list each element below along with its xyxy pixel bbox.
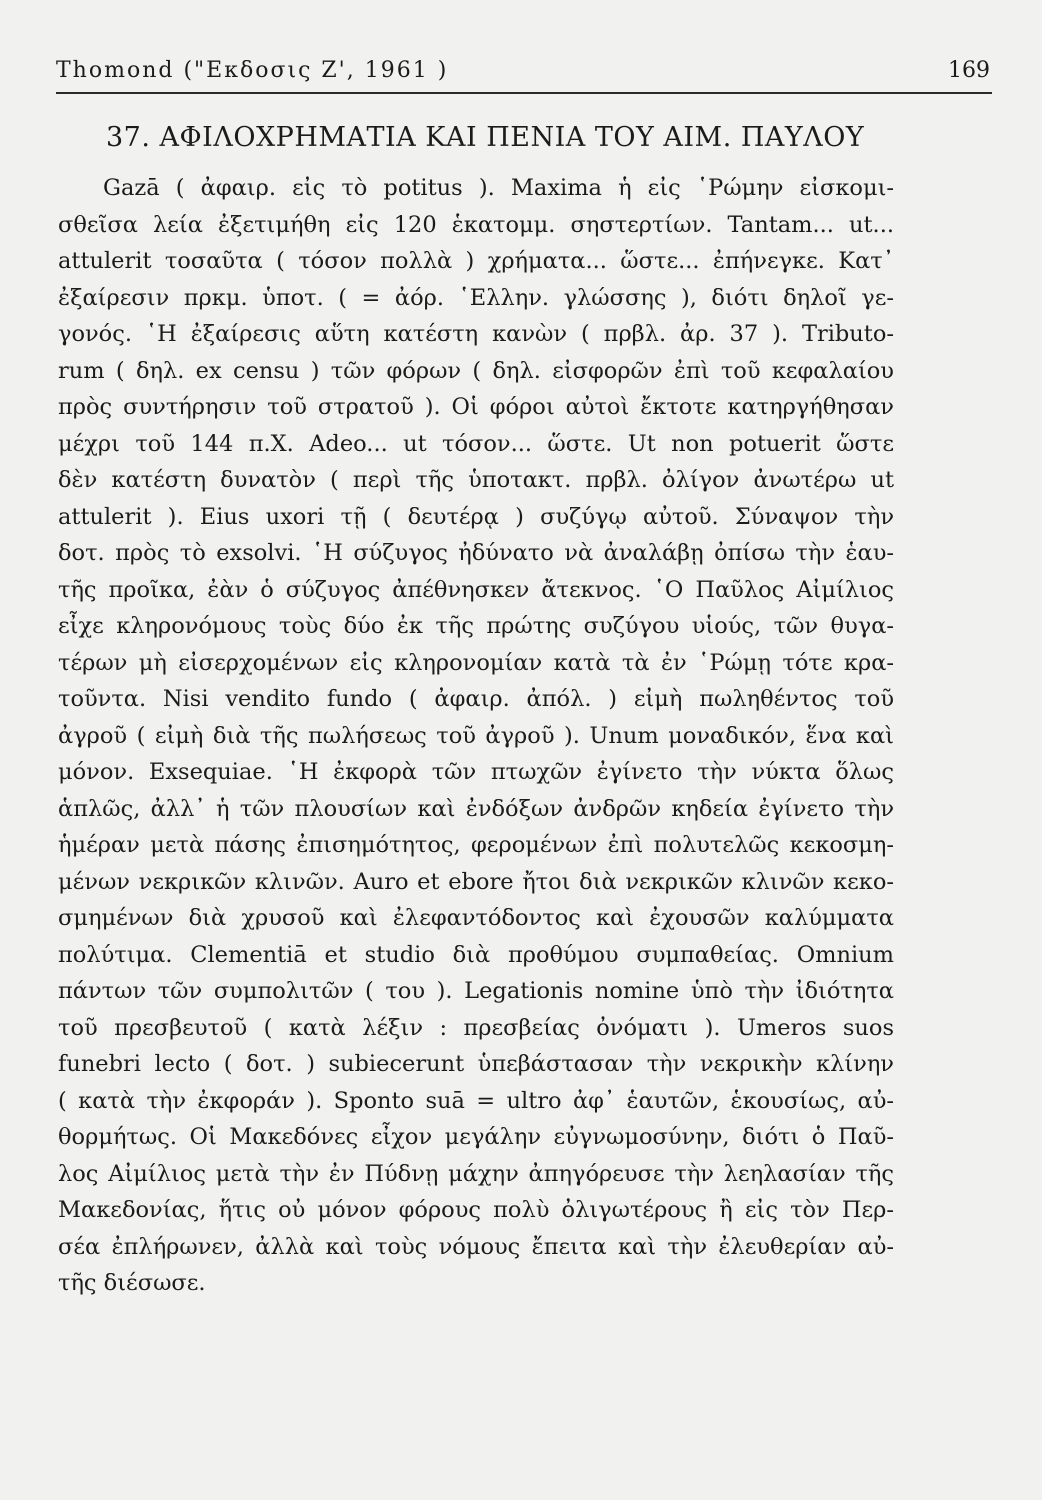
text-line: σέα ἐπλήρωνεν, ἀλλὰ καὶ τοὺς νόμους ἔπειτα καὶ τὴν ἐλευθερίαν αὐ- [58,1233,894,1260]
text-line: attulerit τοσαῦτα ( τόσον πολλὰ ) χρήματα... ὥστε... ἐπήνεγκε. Κατ᾿ [58,248,894,274]
body-text [58,170,894,1302]
text-line: σμημένων διὰ χρυσοῦ καὶ ἐλεφαντόδοντος καὶ ἐχουσῶν καλύμματα [58,905,894,931]
text-line: θορμήτως. Οἱ Μακεδόνες εἶχον μεγάλην εὐγνωμοσύνην, διότι ὁ Παῦ- [58,1124,894,1150]
text-line: μέχρι τοῦ 144 π.Χ. Adeo... ut τόσον... ὥστε. Ut non potuerit ὥστε [58,430,894,457]
text-line: funebri lecto ( δοτ. ) subiecerunt ὑπεβάστασαν τὴν νεκρικὴν κλίνην [58,1051,894,1077]
text-line: δὲν κατέστη δυνατὸν ( περὶ τῆς ὑποτακτ. πρβλ. ὀλίγον ἀνωτέρω ut [58,467,894,493]
text-line: attulerit ). Eius uxori τῇ ( δευτέρᾳ ) συζύγῳ αὐτοῦ. Σύναψον τὴν [58,503,894,530]
text-line: πρὸς συντήρησιν τοῦ στρατοῦ ). Οἱ φόροι αὐτοὶ ἔκτοτε κατηργήθησαν [58,394,894,420]
text-line: σθεῖσα λεία ἐξετιμήθη εἰς 120 ἑκατομμ. σηστερτίων. Tantam... ut... [58,211,894,238]
text-line: Gazā ( ἀφαιρ. εἰς τὸ potitus ). Maxima ἡ εἰς ῾Ρώμην εἰσκομι- [103,175,894,201]
text-line: ( κατὰ τὴν ἐκφοράν ). Sponto suā = ultro ἀφ᾿ ἑαυτῶν, ἑκουσίως, αὐ- [58,1087,894,1114]
text-line: πολύτιμα. Clementiā et studio διὰ προθύμου συμπαθείας. Omnium [58,941,894,968]
text-line: ἐξαίρεσιν πρκμ. ὑποτ. ( = ἀόρ. ῾Ελλην. γλώσσης ), διότι δηλοῖ γε- [58,284,894,311]
running-head [56,56,992,94]
chapter-title: 37. ΑΦΙΛΟΧΡΗΜΑΤΙΑ ΚΑΙ ΠΕΝΙΑ ΤΟΥ ΑΙΜ. ΠΑΥΛΟΥ [106,122,865,153]
text-line: τῆς διέσωσε. [58,1270,206,1296]
text-line: τέρων μὴ εἰσερχομένων εἰς κληρονομίαν κατὰ τὰ ἐν ῾Ρώμῃ τότε κρα- [58,649,894,676]
text-line: λος Αἰμίλιος μετὰ τὴν ἐν Πύδνῃ μάχην ἀπηγόρευσε τὴν λεηλασίαν τῆς [58,1160,894,1187]
text-line: Μακεδονίας, ἥτις οὐ μόνον φόρους πολὺ ὀλιγωτέρους ἢ εἰς τὸν Περ- [58,1197,894,1223]
text-line: τῆς προῖκα, ἐὰν ὁ σύζυγος ἀπέθνησκεν ἄτεκνος. ῾Ο Παῦλος Αἰμίλιος [58,576,894,603]
text-line: ἁπλῶς, ἀλλ᾿ ἡ τῶν πλουσίων καὶ ἐνδόξων ἀνδρῶν κηδεία ἐγίνετο τὴν [58,795,894,822]
text-line: μένων νεκρικῶν κλινῶν. Auro et ebore ἤτοι διὰ νεκρικῶν κλινῶν κεκο- [58,868,894,895]
text-line: τοῦντα. Nisi vendito fundo ( ἀφαιρ. ἀπόλ. ) εἰμὴ πωληθέντος τοῦ [58,686,894,712]
text-line: γονός. ῾Η ἐξαίρεσις αὕτη κατέστη κανὼν ( πρβλ. ἀρ. 37 ). Tributo- [58,321,894,347]
page-number: 169 [948,58,990,83]
running-head-title: Thomond ("Εκδοσις Ζ', 1961 ) [56,58,449,83]
text-line: μόνον. Exsequiae. ῾Η ἐκφορὰ τῶν πτωχῶν ἐγίνετο τὴν νύκτα ὅλως [58,759,894,785]
text-line: τοῦ πρεσβευτοῦ ( κατὰ λέξιν : πρεσβείας ὀνόματι ). Umeros suos [58,1014,894,1041]
text-line: δοτ. πρὸς τὸ exsolvi. ῾Η σύζυγος ἠδύνατο νὰ ἀναλάβῃ ὀπίσω τὴν ἑαυ- [58,540,894,566]
text-line: ἡμέραν μετὰ πάσης ἐπισημότητος, φερομένων ἐπὶ πολυτελῶς κεκοσμη- [58,832,894,858]
text-line: rum ( δηλ. ex censu ) τῶν φόρων ( δηλ. εἰσφορῶν ἐπὶ τοῦ κεφαλαίου [58,357,894,384]
text-line: εἶχε κληρονόμους τοὺς δύο ἐκ τῆς πρώτης συζύγου υἱούς, τῶν θυγα- [58,613,894,639]
text-line: ἀγροῦ ( εἰμὴ διὰ τῆς πωλήσεως τοῦ ἀγροῦ ). Unum μοναδικόν, ἕνα καὶ [58,722,894,749]
text-line: πάντων τῶν συμπολιτῶν ( του ). Legationis nomine ὑπὸ τὴν ἰδιότητα [58,978,894,1004]
